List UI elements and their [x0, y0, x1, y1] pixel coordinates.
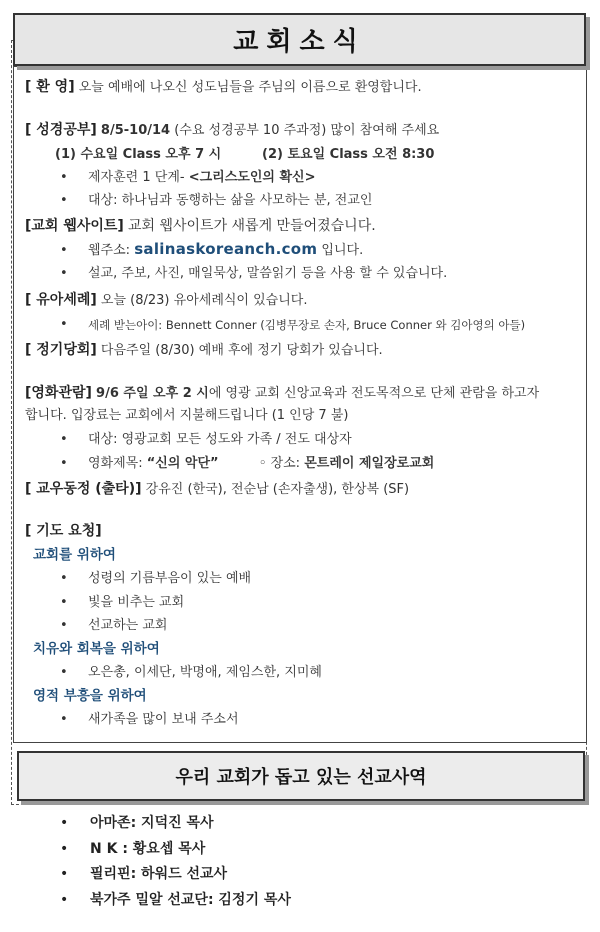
bible-study-item-1-text: 제자훈련 1 단계- — [88, 170, 189, 185]
prayer-item: 오은총, 이세단, 박명애, 제임스한, 지미혜 — [88, 665, 322, 680]
bullet-icon: • — [60, 571, 68, 586]
website-text: 교회 웹사이트가 새롭게 만들어졌습니다. — [127, 218, 376, 234]
bible-study-line — [25, 121, 439, 140]
baptism-line — [25, 291, 307, 310]
movie-line-1 — [25, 384, 539, 403]
members-label: [ 교우동정 (출타)] — [25, 481, 142, 497]
movie-venue: 몬트레이 제일장로교회 — [304, 456, 435, 471]
bullet-icon: • — [60, 193, 68, 208]
mission-item: 아마존: 지덕진 목사 — [90, 815, 214, 831]
baptism-item: 세례 받는아이: Bennett Conner (김병무장로 손자, Bruce Conner 와 김아영의 아들) — [88, 318, 526, 332]
bible-study-class-1: (1) 수요일 Class 오후 7 시 — [55, 147, 222, 162]
members-text: 강유진 (한국), 전순남 (손자출생), 한상복 (SF) — [145, 482, 410, 497]
movie-item-1: 대상: 영광교회 모든 성도와 가족 / 전도 대상자 — [88, 432, 352, 447]
prayer-item: 성령의 기름부음이 있는 예배 — [88, 571, 252, 586]
movie-when: 9/6 주일 오후 2 시 — [96, 386, 209, 401]
bible-study-course-name: <그리스도인의 확신> — [188, 170, 316, 185]
bullet-icon: • — [60, 618, 68, 633]
website-address-line — [88, 240, 363, 260]
bullet-icon: • — [60, 456, 68, 471]
page-title: 교회소식 — [233, 27, 366, 57]
mission-item: 필리핀: 하워드 선교사 — [90, 866, 228, 882]
bullet-icon: • — [60, 665, 68, 680]
website-address-tail: 입니다. — [317, 243, 364, 258]
prayer-item: 새가족을 많이 보내 주소서 — [88, 712, 239, 727]
prayer-group-title: 교회를 위하여 — [33, 547, 116, 563]
bible-study-item-2: 대상: 하나님과 동행하는 삶을 사모하는 분, 전교인 — [88, 193, 373, 208]
separator-circle-icon: ◦ — [258, 456, 267, 471]
bible-study-item-1 — [88, 169, 316, 187]
mission-item: N K : 황요셉 목사 — [90, 841, 206, 857]
bullet-icon: • — [60, 841, 69, 857]
meeting-line — [25, 341, 383, 360]
bullet-icon: • — [60, 892, 69, 908]
prayer-item: 빛을 비추는 교회 — [88, 595, 185, 610]
bullet-icon: • — [60, 266, 68, 281]
movie-venue-label: 장소: — [270, 456, 305, 471]
prayer-label: [ 기도 요청] — [25, 523, 102, 539]
welcome-text: 오늘 예배에 나오신 성도님들을 주님의 이름으로 환영합니다. — [78, 80, 422, 95]
bullet-icon: • — [60, 317, 68, 332]
welcome-label: [ 환 영] — [25, 79, 75, 95]
bullet-icon: • — [60, 712, 68, 727]
website-url[interactable]: salinaskoreanch.com — [134, 240, 318, 258]
bible-study-dates: 8/5-10/14 — [100, 123, 171, 138]
bible-study-label: [ 성경공부] — [25, 122, 97, 138]
bible-study-desc-tail: 많이 참여해 주세요 — [330, 123, 440, 138]
movie-text-2: 합니다. 입장료는 교회에서 지불해드립니다 (1 인당 7 불) — [25, 408, 349, 423]
prayer-item: 선교하는 교회 — [88, 618, 168, 633]
prayer-group-title: 영적 부흥을 위하여 — [33, 688, 147, 704]
bullet-icon: • — [60, 595, 68, 610]
members-line — [25, 480, 409, 499]
bullet-icon: • — [60, 170, 68, 185]
missions-header — [17, 751, 585, 801]
website-item-2: 설교, 주보, 사진, 매일묵상, 말씀읽기 등을 사용 할 수 있습니다. — [88, 266, 448, 281]
movie-item-2 — [88, 455, 434, 473]
bible-study-class-2: (2) 토요일 Class 오전 8:30 — [262, 147, 435, 162]
meeting-text: 다음주일 (8/30) 예배 후에 정기 당회가 있습니다. — [100, 343, 383, 358]
movie-title: “신의 악단” — [146, 456, 219, 471]
title-banner — [13, 13, 586, 66]
bullet-icon: • — [60, 432, 68, 447]
prayer-group-title: 치유와 회복을 위하여 — [33, 641, 160, 657]
website-line — [25, 217, 376, 236]
bible-study-desc: (수요 성경공부 10 주과정) — [174, 123, 327, 138]
missions-title: 우리 교회가 돕고 있는 선교사역 — [175, 767, 427, 788]
movie-title-label: 영화제목: — [88, 456, 147, 471]
movie-text-1: 에 영광 교회 신앙교육과 전도목적으로 단체 관람을 하고자 — [208, 386, 540, 401]
bullet-icon: • — [60, 243, 68, 258]
meeting-label: [ 정기당회] — [25, 342, 97, 358]
bullet-icon: • — [60, 866, 69, 882]
mission-item: 북가주 밀알 선교단: 김정기 목사 — [90, 892, 291, 908]
bullet-icon: • — [60, 815, 69, 831]
baptism-label: [ 유아세례] — [25, 292, 97, 308]
website-label: [교회 웹사이트] — [25, 218, 124, 234]
movie-label: [영화관람] — [25, 385, 92, 401]
website-address-label: 웹주소: — [88, 243, 135, 258]
welcome-line — [25, 78, 422, 97]
baptism-text: 오늘 (8/23) 유아세례식이 있습니다. — [100, 293, 308, 308]
